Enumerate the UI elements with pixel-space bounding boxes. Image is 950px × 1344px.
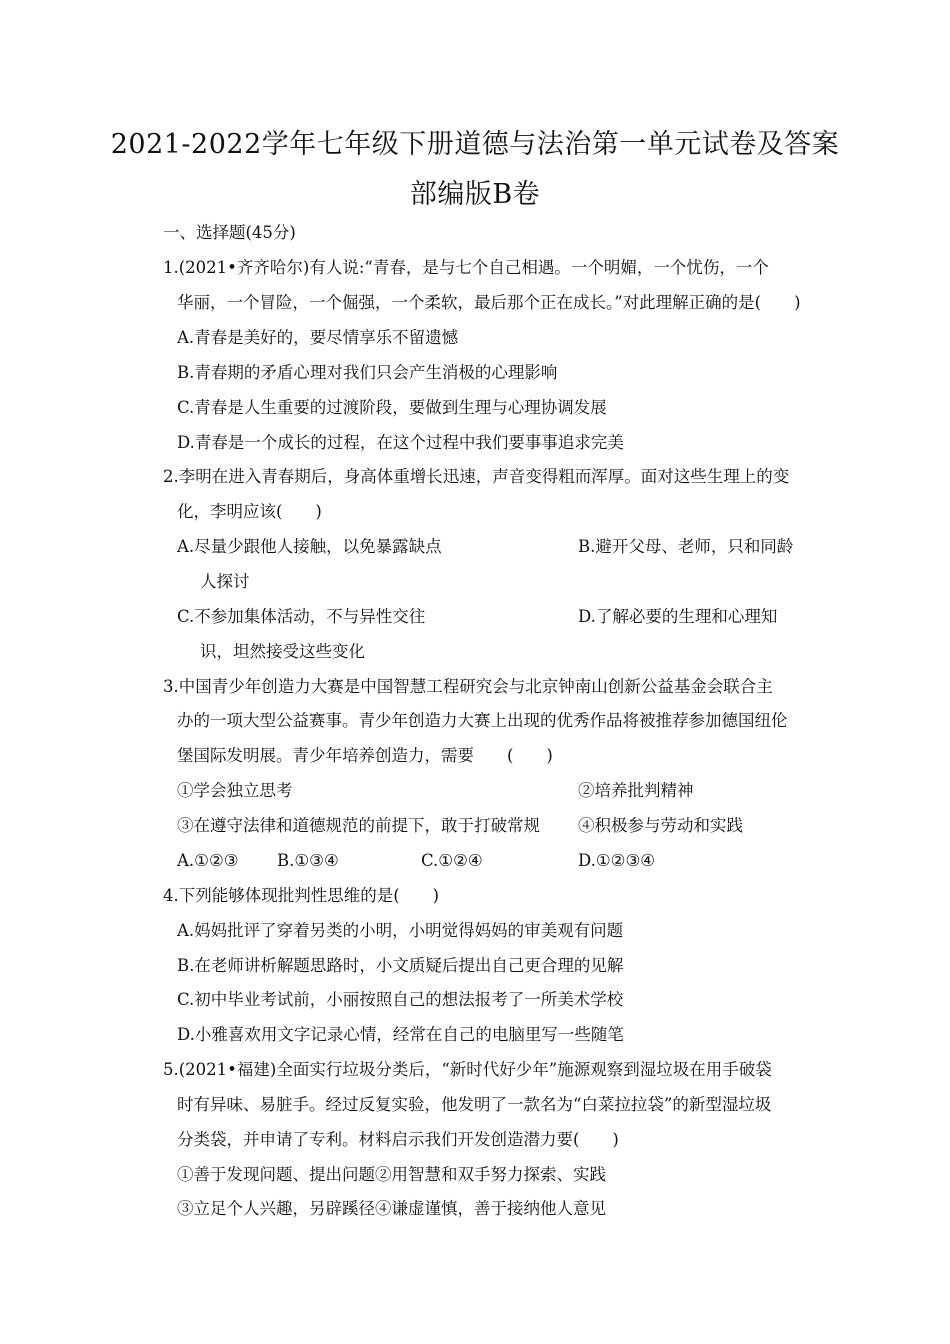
q4-option-a: A.妈妈批评了穿着另类的小明，小明觉得妈妈的审美观有问题 (177, 921, 624, 940)
q2-stem-line-1: 2.李明在进入青春期后，身高体重增长迅速，声音变得粗而浑厚。面对这些生理上的变 (163, 467, 790, 486)
q5-stem-line-3: 分类袋，并申请了专利。材料启示我们开发创造潜力要( ) (177, 1130, 619, 1149)
q5-stem-line-1: 5.(2021•福建)全面实行垃圾分类后，“新时代好少年”施源观察到湿垃圾在用手破袋 (163, 1060, 772, 1079)
q1-option-d: D.青春是一个成长的过程，在这个过程中我们要事事追求完美 (177, 433, 624, 452)
q4-option-c: C.初中毕业考试前，小丽按照自己的想法报考了一所美术学校 (177, 990, 624, 1009)
q1-option-b: B.青春期的矛盾心理对我们只会产生消极的心理影响 (177, 363, 558, 382)
q3-item-2: ②培养批判精神 (578, 781, 694, 800)
q2-option-d-continued: 识，坦然接受这些变化 (200, 642, 365, 661)
q5-items-line-1: ①善于发现问题、提出问题②用智慧和双手努力探索、实践 (177, 1165, 606, 1184)
q2-option-a: A.尽量少跟他人接触，以免暴露缺点 (177, 537, 442, 556)
q3-option-c: C.①②④ (421, 851, 483, 870)
q5-stem-line-2: 时有异味、易脏手。经过反复实验，他发明了一款名为“白菜拉拉袋”的新型湿垃圾 (177, 1095, 772, 1114)
q3-item-4: ④积极参与劳动和实践 (578, 816, 743, 835)
q3-option-b: B.①③④ (277, 851, 339, 870)
q1-option-c: C.青春是人生重要的过渡阶段，要做到生理与心理协调发展 (177, 398, 607, 417)
q3-stem-line-3: 堡国际发明展。青少年培养创造力，需要 ( ) (177, 746, 553, 765)
q4-stem: 4.下列能够体现批判性思维的是( ) (163, 886, 440, 905)
q3-option-d: D.①②③④ (578, 851, 656, 870)
q2-option-c: C.不参加集体活动，不与异性交往 (177, 607, 426, 626)
document-title-line-2: 部编版B卷 (409, 179, 541, 210)
q3-item-3: ③在遵守法律和道德规范的前提下，敢于打破常规 (177, 816, 540, 835)
q3-option-a: A.①②③ (177, 851, 239, 870)
q1-stem-line-1: 1.(2021•齐齐哈尔)有人说:“青春，是与七个自己相遇。一个明媚，一个忧伤，一个 (163, 258, 769, 277)
q2-option-b-continued: 人探讨 (200, 572, 250, 591)
q3-stem-line-1: 3.中国青少年创造力大赛是中国智慧工程研究会与北京钟南山创新公益基金会联合主 (163, 677, 773, 696)
q4-option-d: D.小雅喜欢用文字记录心情，经常在自己的电脑里写一些随笔 (177, 1025, 624, 1044)
q2-option-d: D.了解必要的生理和心理知 (578, 607, 778, 626)
document-title-line-1: 2021-2022学年七年级下册道德与法治第一单元试卷及答案 (110, 129, 840, 160)
q1-stem-line-2: 华丽，一个冒险，一个倔强，一个柔软，最后那个正在成长。”对此理解正确的是( ) (177, 293, 801, 312)
q4-option-b: B.在老师讲析解题思路时，小文质疑后提出自己更合理的见解 (177, 956, 624, 975)
section-heading: 一、选择题(45分) (163, 223, 296, 242)
q3-item-1: ①学会独立思考 (177, 781, 293, 800)
q2-stem-line-2: 化，李明应该( ) (177, 502, 322, 521)
q2-option-b: B.避开父母、老师，只和同龄 (578, 537, 794, 556)
q1-option-a: A.青春是美好的，要尽情享乐不留遗憾 (177, 328, 459, 347)
q3-stem-line-2: 办的一项大型公益赛事。青少年创造力大赛上出现的优秀作品将被推荐参加德国纽伦 (177, 711, 788, 730)
q5-items-line-2: ③立足个人兴趣，另辟蹊径④谦虚谨慎，善于接纳他人意见 (177, 1199, 606, 1218)
